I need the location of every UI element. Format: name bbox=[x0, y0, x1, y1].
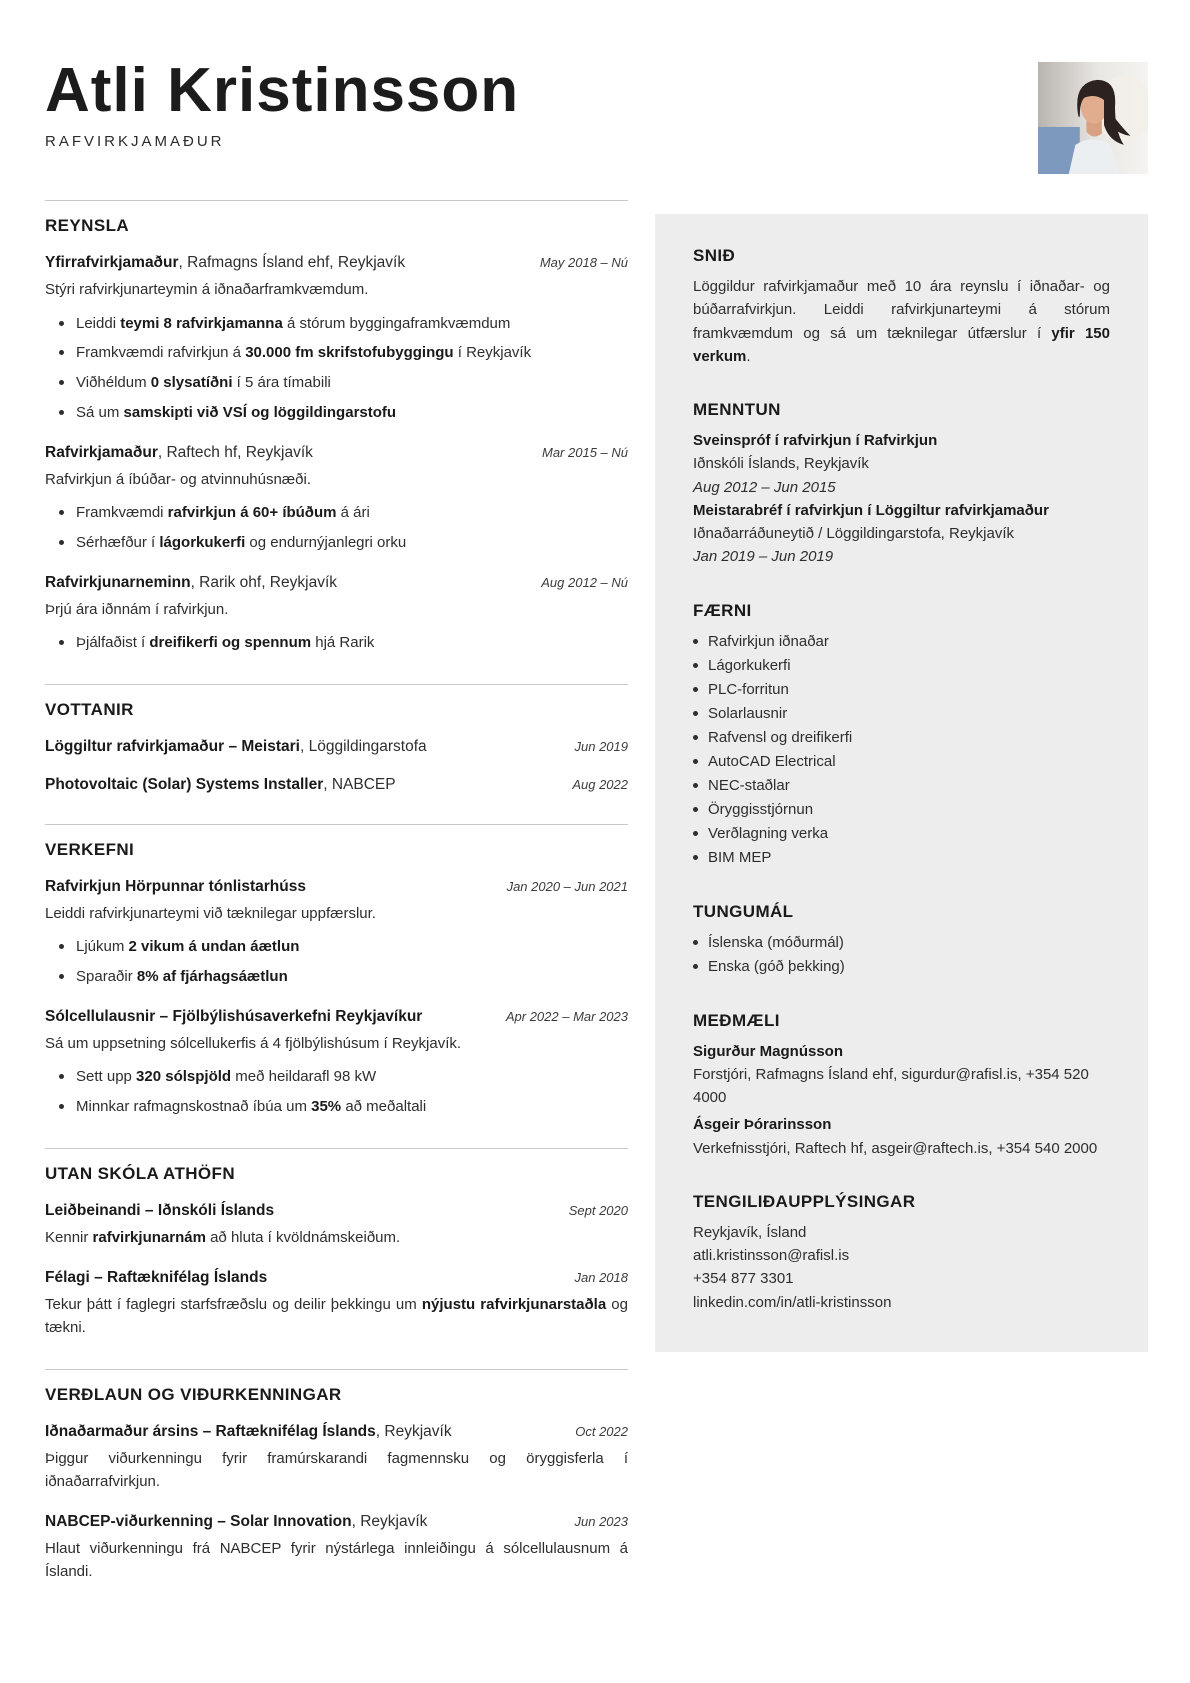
entry-title: NABCEP-viðurkenning – Solar Innovation, Reykjavík bbox=[45, 1513, 428, 1531]
section-reynsla bbox=[45, 200, 628, 654]
bullet-item: Sparaðir 8% af fjárhagsáætlun bbox=[59, 966, 628, 988]
sidebar-bullet-item: Solarlausnir bbox=[693, 702, 1110, 726]
bullet-item: Framkvæmdi rafvirkjun á 30.000 fm skrifstofubyggingu í Reykjavík bbox=[59, 342, 628, 364]
bullet-item: Framkvæmdi rafvirkjun á 60+ íbúðum á ári bbox=[59, 502, 628, 524]
section-verdlaun-og-vidurkenningar bbox=[45, 1369, 628, 1583]
entry-header bbox=[45, 254, 628, 272]
entry-title-bold: Yfirrafvirkjamaður bbox=[45, 254, 179, 271]
entry-date: Jan 2020 – Jun 2021 bbox=[506, 878, 628, 894]
entry-date: Oct 2022 bbox=[575, 1424, 628, 1440]
entry bbox=[45, 1269, 628, 1339]
sidebar-bullet-item: Verðlagning verka bbox=[693, 822, 1110, 846]
entry-title: Rafvirkjamaður, Raftech hf, Reykjavík bbox=[45, 443, 313, 461]
entry-bullet-list bbox=[59, 632, 628, 654]
entry bbox=[45, 1008, 628, 1118]
sidebar-bullet-item: Íslenska (móðurmál) bbox=[693, 931, 1110, 955]
entry-header bbox=[45, 444, 628, 462]
entry-description: Þiggur viðurkenningu fyrir framúrskarandi fagmennsku og öryggisferla í iðnaðarrafvirkjun. bbox=[45, 1450, 628, 1490]
entry-title-bold: Iðnaðarmaður ársins – Raftæknifélag Íslands bbox=[45, 1423, 376, 1441]
education-degree: Sveinspróf í rafvirkjun í Rafvirkjun bbox=[693, 432, 938, 449]
section-title-reynsla: REYNSLA bbox=[45, 216, 130, 235]
entry-title-bold: Photovoltaic (Solar) Systems Installer bbox=[45, 775, 324, 793]
sidebar-section-title-medmaeli: MEÐMÆLI bbox=[693, 1010, 780, 1030]
reference-name: Ásgeir Þórarinsson bbox=[693, 1116, 832, 1134]
bullet-item: Leiddi teymi 8 rafvirkjamanna á stórum byggingaframkvæmdum bbox=[59, 313, 628, 335]
sidebar-bullet-item: Rafvensl og dreifikerfi bbox=[693, 726, 1110, 750]
content-columns bbox=[0, 200, 1190, 1613]
entry-title bbox=[45, 1202, 274, 1220]
entry bbox=[45, 738, 628, 756]
entry-date: May 2018 – Nú bbox=[539, 255, 628, 270]
entry-title: Yfirrafvirkjamaður, Rafmagns Ísland ehf, Reykjavík bbox=[45, 254, 406, 271]
contact-line: Reykjavík, Ísland bbox=[693, 1223, 807, 1241]
sidebar-bullet-item: Enska (góð þekking) bbox=[693, 955, 1110, 979]
section-vottanir bbox=[45, 684, 628, 794]
entry-description: Sá um uppsetning sólcellukerfis á 4 fjölbýlishúsum í Reykjavík. bbox=[45, 1034, 462, 1052]
sidebar-bullet-item: PLC-forritun bbox=[693, 678, 1110, 702]
reference-details: Forstjóri, Rafmagns Ísland ehf, sigurdur@rafisl.is, +354 520 4000 bbox=[693, 1065, 1089, 1106]
reference bbox=[693, 1040, 1110, 1110]
entry-title-bold: Rafvirkjamaður bbox=[45, 443, 158, 461]
entry-header bbox=[45, 1008, 628, 1026]
entry-header bbox=[45, 1202, 628, 1220]
entry-header bbox=[45, 1269, 628, 1287]
entry bbox=[45, 1202, 628, 1250]
reference-details: Verkefnisstjóri, Raftech hf, asgeir@raftech.is, +354 540 2000 bbox=[693, 1139, 1098, 1157]
profile-photo bbox=[1038, 62, 1148, 174]
entry-header bbox=[45, 1513, 628, 1531]
education-dates: Jan 2019 – Jun 2019 bbox=[693, 548, 834, 566]
sidebar-bullet-item: Lágorkukerfi bbox=[693, 654, 1110, 678]
bold-text: samskipti við VSÍ og löggildingarstofu bbox=[123, 403, 397, 421]
sidebar-section-title-tengilidaupplysingar: TENGILIÐAUPPLÝSINGAR bbox=[693, 1191, 916, 1211]
entry-header bbox=[45, 738, 628, 756]
sidebar-section-snid bbox=[693, 246, 1110, 368]
entry bbox=[45, 574, 628, 654]
entry-description: Tekur þátt í faglegri starfsfræðslu og deilir þekkingu um nýjustu rafvirkjunarstaðla og tækni. bbox=[45, 1296, 628, 1336]
education-dates: Aug 2012 – Jun 2015 bbox=[693, 478, 836, 496]
bold-text: 30.000 fm skrifstofubyggingu bbox=[245, 344, 454, 362]
sidebar-bullet-item: NEC-staðlar bbox=[693, 774, 1110, 798]
section-title-utan-skola-athofn: UTAN SKÓLA ATHÖFN bbox=[45, 1163, 235, 1183]
sidebar-bullet-item: Rafvirkjun iðnaðar bbox=[693, 630, 1110, 654]
reference bbox=[693, 1113, 1110, 1160]
entry-date: Sept 2020 bbox=[568, 1202, 628, 1218]
entry-description: Stýri rafvirkjunarteymin á iðnaðarframkvæmdum. bbox=[45, 281, 369, 298]
bullet-item: Sá um samskipti við VSÍ og löggildingarstofu bbox=[59, 402, 628, 424]
bold-text: 320 sólspjöld bbox=[136, 1068, 232, 1086]
sidebar-section-faerni bbox=[693, 601, 1110, 870]
bold-text: dreifikerfi og spennum bbox=[149, 634, 312, 651]
entry-date: Apr 2022 – Mar 2023 bbox=[505, 1008, 628, 1024]
entry-title-bold: Félagi – Raftæknifélag Íslands bbox=[45, 1269, 268, 1287]
entry-title: Rafvirkjunarneminn, Rarik ohf, Reykjavík bbox=[45, 573, 337, 591]
entry-date: Jan 2018 bbox=[574, 1270, 628, 1286]
entry bbox=[45, 1423, 628, 1493]
section-utan-skola-athofn bbox=[45, 1148, 628, 1340]
section-title-verkefni: VERKEFNI bbox=[45, 839, 135, 859]
person-name: Atli Kristinsson bbox=[45, 56, 520, 125]
bullet-item: Minnkar rafmagnskostnað íbúa um 35% að meðaltali bbox=[59, 1096, 628, 1118]
bullet-item: Viðhéldum 0 slysatíðni í 5 ára tímabili bbox=[59, 372, 628, 394]
entry-title-bold: Löggiltur rafvirkjamaður – Meistari bbox=[45, 737, 300, 755]
bold-text: nýjustu rafvirkjunarstaðla bbox=[421, 1296, 607, 1314]
entry-title: Iðnaðarmaður ársins – Raftæknifélag Íslands, Reykjavík bbox=[45, 1423, 452, 1441]
entry-title: Löggiltur rafvirkjamaður – Meistari, Löggildingarstofa bbox=[45, 737, 427, 755]
section-title-vottanir: VOTTANIR bbox=[45, 699, 134, 719]
entry-bullet-list bbox=[59, 502, 628, 554]
bold-text: 35% bbox=[311, 1098, 342, 1115]
entry-header bbox=[45, 878, 628, 896]
bold-text: yfir 150 verkum bbox=[693, 324, 1110, 365]
entry-description: Hlaut viðurkenningu frá NABCEP fyrir nýstárlega innleiðingu á sólcellulausnum á Íslandi. bbox=[45, 1540, 628, 1580]
sidebar-bullet-item: Öryggisstjórnun bbox=[693, 798, 1110, 822]
entry bbox=[45, 254, 628, 424]
bold-text: 2 vikum á undan áætlun bbox=[128, 938, 300, 956]
main-column bbox=[45, 200, 628, 1613]
entry-bullet-list bbox=[59, 936, 628, 988]
bold-text: 0 slysatíðni bbox=[150, 374, 233, 391]
entry-title-bold: Rafvirkjun Hörpunnar tónlistarhúss bbox=[45, 877, 306, 895]
reference-name: Sigurður Magnússon bbox=[693, 1042, 843, 1060]
entry-title-bold: NABCEP-viðurkenning – Solar Innovation bbox=[45, 1513, 352, 1531]
bold-text: lágorkukerfi bbox=[159, 533, 246, 551]
entry bbox=[45, 444, 628, 554]
sidebar bbox=[655, 214, 1148, 1352]
sidebar-section-title-menntun: MENNTUN bbox=[693, 400, 781, 419]
entry-date: Aug 2012 – Nú bbox=[541, 574, 628, 590]
bold-text: 8% af fjárhagsáætlun bbox=[136, 968, 288, 985]
entry bbox=[45, 776, 628, 794]
bullet-item: Sett upp 320 sólspjöld með heildarafl 98 kW bbox=[59, 1066, 628, 1088]
bold-text: rafvirkjun á 60+ íbúðum bbox=[167, 504, 337, 521]
entry-title bbox=[45, 1269, 267, 1287]
sidebar-section-tungumal bbox=[693, 902, 1110, 979]
entry-description: Þrjú ára iðnnám í rafvirkjun. bbox=[45, 600, 229, 618]
bullet-item: Sérhæfður í lágorkukerfi og endurnýjanlegri orku bbox=[59, 532, 628, 554]
education-school: Iðnskóli Íslands, Reykjavík bbox=[693, 455, 869, 473]
entry-title-bold: Sólcellulausnir – Fjölbýlishúsaverkefni Reykjavíkur bbox=[45, 1007, 423, 1025]
sidebar-section-tengilidaupplysingar bbox=[693, 1192, 1110, 1314]
sidebar-section-title-snid: SNIÐ bbox=[693, 246, 736, 265]
sidebar-section-title-faerni: FÆRNI bbox=[693, 600, 752, 620]
entry bbox=[45, 878, 628, 988]
sidebar-section-menntun bbox=[693, 400, 1110, 569]
entry-header bbox=[45, 776, 628, 794]
entry-title bbox=[45, 878, 306, 896]
profile-paragraph: Löggildur rafvirkjamaður með 10 ára reynslu í iðnaðar- og búðarrafvirkjun. Leiddi rafvirkjunarteymi á stórum framkvæmdum og sá um tæknilegar útfærslur í yfir 150 verkum. bbox=[693, 278, 1110, 365]
sidebar-bullet-list bbox=[693, 630, 1110, 870]
entry-date: Jun 2023 bbox=[574, 1514, 628, 1530]
section-verkefni bbox=[45, 824, 628, 1118]
bullet-item: Þjálfaðist í dreifikerfi og spennum hjá Rarik bbox=[59, 632, 628, 654]
entry-title bbox=[45, 1008, 422, 1026]
entry-title: Photovoltaic (Solar) Systems Installer, NABCEP bbox=[45, 775, 396, 793]
entry-title-bold: Leiðbeinandi – Iðnskóli Íslands bbox=[45, 1201, 275, 1219]
entry-date: Mar 2015 – Nú bbox=[542, 444, 628, 460]
entry-date: Jun 2019 bbox=[574, 738, 628, 754]
entry-bullet-list bbox=[59, 313, 628, 424]
sidebar-section-title-tungumal: TUNGUMÁL bbox=[693, 901, 794, 921]
header bbox=[0, 0, 1190, 200]
job-title: RAFVIRKJAMAÐUR bbox=[45, 133, 225, 151]
section-title-verdlaun-og-vidurkenningar: VERÐLAUN OG VIÐURKENNINGAR bbox=[45, 1385, 342, 1405]
sidebar-bullet-item: AutoCAD Electrical bbox=[693, 750, 1110, 774]
entry bbox=[45, 1513, 628, 1583]
sidebar-section-medmaeli bbox=[693, 1011, 1110, 1160]
entry-header bbox=[45, 1423, 628, 1441]
contact-line: linkedin.com/in/atli-kristinsson bbox=[693, 1293, 892, 1311]
entry-title-bold: Rafvirkjunarneminn bbox=[45, 573, 191, 591]
bullet-item: Ljúkum 2 vikum á undan áætlun bbox=[59, 936, 628, 958]
bold-text: rafvirkjunarnám bbox=[92, 1228, 206, 1246]
entry-description: Kennir rafvirkjunarnám að hluta í kvöldnámskeiðum. bbox=[45, 1228, 401, 1246]
entry-bullet-list bbox=[59, 1066, 628, 1118]
header-text bbox=[45, 58, 519, 150]
education-school: Iðnaðarráðuneytið / Löggildingarstofa, Reykjavík bbox=[693, 525, 1015, 542]
entry-description: Rafvirkjun á íbúðar- og atvinnuhúsnæði. bbox=[45, 470, 311, 488]
contact-line: atli.kristinsson@rafisl.is bbox=[693, 1247, 850, 1264]
sidebar-bullet-list bbox=[693, 931, 1110, 979]
entry-date: Aug 2022 bbox=[572, 776, 628, 792]
entry-header bbox=[45, 574, 628, 592]
entry-description: Leiddi rafvirkjunarteymi við tæknilegar uppfærslur. bbox=[45, 904, 376, 922]
education-degree: Meistarabréf í rafvirkjun í Löggiltur rafvirkjamaður bbox=[693, 501, 1049, 519]
profile-photo-image bbox=[1038, 62, 1148, 174]
bold-text: teymi 8 rafvirkjamanna bbox=[120, 314, 283, 332]
contact-line: +354 877 3301 bbox=[693, 1270, 794, 1288]
sidebar-bullet-item: BIM MEP bbox=[693, 846, 1110, 870]
